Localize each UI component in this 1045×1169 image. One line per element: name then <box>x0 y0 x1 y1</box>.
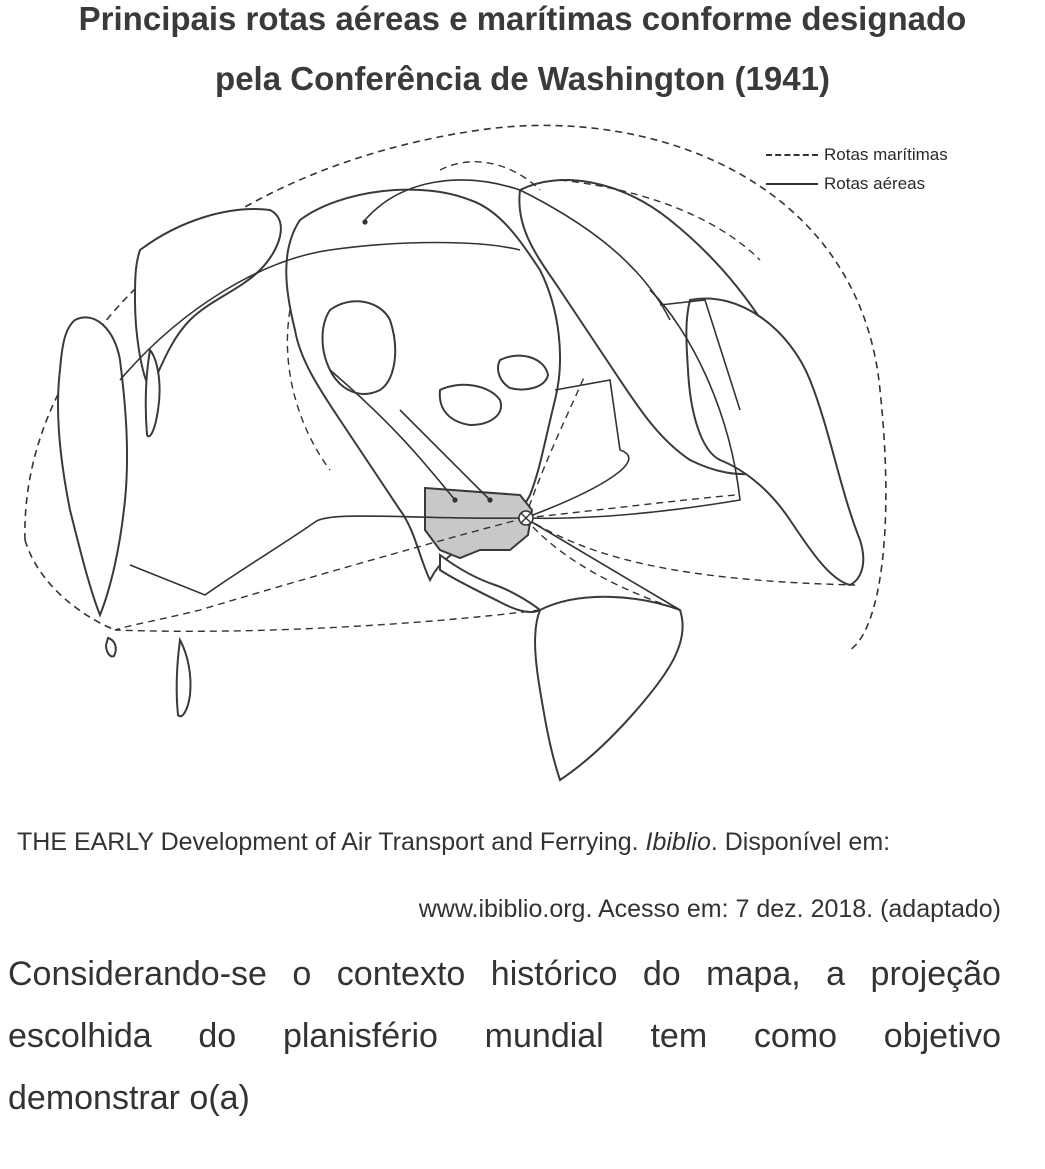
question-line-2 <box>8 1017 1001 1056</box>
map-title-line-1: Principais rotas aéreas e marítimas conforme designado <box>78 0 967 37</box>
question-line-3: demonstrar o(a) <box>8 1079 250 1117</box>
question-word: contexto <box>336 955 466 993</box>
source-citation-line-2: www.ibiblio.org. Acesso em: 7 dez. 2018. (adaptado) <box>418 895 1001 923</box>
new-zealand <box>177 640 191 716</box>
africa <box>686 298 863 585</box>
dashed-line-swatch <box>766 154 818 156</box>
source-italic-title: Ibiblio <box>645 828 711 856</box>
question-word: como <box>753 1017 838 1055</box>
question-word: planisfério <box>282 1017 438 1055</box>
question-word: escolhida <box>8 1017 152 1055</box>
question-word: o <box>292 955 312 993</box>
question-word: do <box>198 1017 237 1055</box>
source-citation-line-1 <box>17 828 890 857</box>
continents <box>58 180 863 780</box>
legend-row-air-routes <box>766 169 948 198</box>
world-map <box>0 110 1045 790</box>
source-prefix: THE EARLY Development of Air Transport and Ferrying. <box>17 828 639 856</box>
small-island <box>106 638 116 656</box>
question-word: objetivo <box>883 1017 1001 1055</box>
map-title-line-2: pela Conferência de Washington (1941) <box>215 60 830 97</box>
solid-line-swatch <box>766 183 818 185</box>
united-states <box>425 488 532 558</box>
question-word: tem <box>650 1017 708 1055</box>
legend-label-air-routes: Rotas aéreas <box>824 173 926 193</box>
question-word: histórico <box>490 955 618 993</box>
question-word: mapa, <box>706 955 801 993</box>
question-word: projeção <box>870 955 1001 993</box>
source-suffix: . Disponível em: <box>710 828 891 856</box>
south-america <box>535 597 683 780</box>
map-svg <box>0 110 1045 790</box>
question-line-1 <box>8 955 1001 994</box>
australia <box>58 317 127 615</box>
legend-label-sea-routes: Rotas marítimas <box>824 144 948 164</box>
legend-row-sea-routes <box>766 140 948 169</box>
question-word: Considerando-se <box>8 955 267 993</box>
question-word: a <box>826 955 846 993</box>
central-america <box>440 555 540 612</box>
question-word: do <box>642 955 681 993</box>
washington-marker <box>519 511 533 525</box>
map-legend <box>766 140 948 198</box>
question-word: mundial <box>484 1017 604 1055</box>
